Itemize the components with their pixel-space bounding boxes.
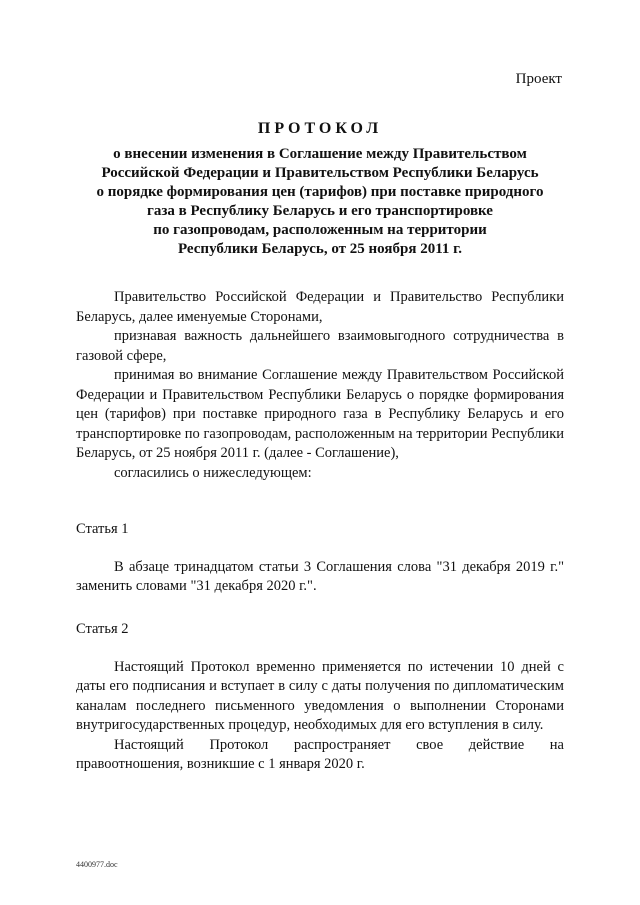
article-2-heading: Статья 2 — [76, 621, 129, 637]
subtitle-line: о порядке формирования цен (тарифов) при поставке природного — [96, 184, 544, 200]
article-1-heading: Статья 1 — [76, 521, 129, 537]
footer-file-code: 4400977.doc — [76, 860, 118, 869]
document-title: ПРОТОКОЛ — [257, 120, 383, 137]
article-2-paragraph: Настоящий Протокол временно применяется по истечении 10 дней с даты его подписания и вступает в силу с даты получения по дипломатическим каналам последнего письменного уведомления о выполнении Сторонами внутригосударственных процедур, необходимых для его вступления в силу. — [76, 658, 564, 733]
article-1 — [76, 520, 564, 597]
article-2 — [76, 620, 564, 775]
subtitle-line: Республики Беларусь, от 25 ноября 2011 г. — [177, 241, 463, 257]
preamble-paragraph: Правительство Российской Федерации и Правительство Республики Беларусь, далее именуемые Сторонами, — [76, 289, 564, 325]
subtitle-line: о внесении изменения в Соглашение между Правительством — [113, 146, 527, 162]
subtitle-line: газа в Республику Беларусь и его транспортировке — [147, 203, 493, 219]
document-subtitle — [60, 145, 580, 259]
preamble-paragraph: согласились о нижеследующем: — [114, 464, 312, 481]
article-1-text: В абзаце тринадцатом статьи 3 Соглашения слова "31 декабря 2019 г." заменить словами "31 декабря 2020 г.". — [76, 558, 564, 594]
preamble-paragraph: принимая во внимание Соглашение между Правительством Российской Федерации и Правительством Республики Беларусь о порядке формирования цен (тарифов) при поставке природного газа в Республику Беларусь и его транспортировке по газопроводам, расположенным на территории Республики Беларусь, от 25 ноября 2011 г. (далее - Соглашение), — [76, 367, 564, 461]
subtitle-line: по газопроводам, расположенным на территории — [153, 222, 487, 238]
preamble-paragraph: признавая важность дальнейшего взаимовыгодного сотрудничества в газовой сфере, — [76, 328, 564, 364]
draft-label: Проект — [515, 71, 562, 87]
article-2-paragraph: Настоящий Протокол распространяет свое действие на правоотношения, возникшие с 1 января 2020 г. — [76, 736, 564, 772]
preamble — [76, 288, 564, 483]
subtitle-line: Российской Федерации и Правительством Республики Беларусь — [101, 165, 539, 181]
